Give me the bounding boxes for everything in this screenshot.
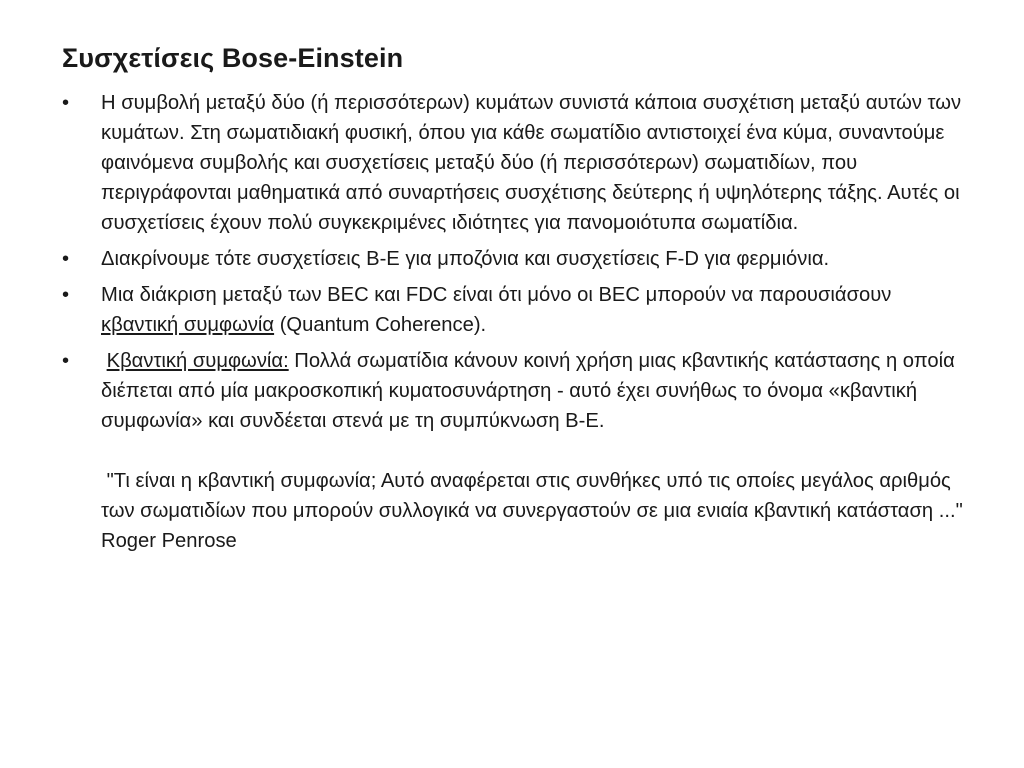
slide-title: Συσχετίσεις Bose-Einstein: [62, 43, 404, 73]
bullet-text: Πολλά σωματίδια κάνουν κοινή χρήση μιας κβαντικής κατάστασης η οποία διέπεται από μία μακροσκοπική κυματοσυνάρτηση - αυτό έχει συνήθως το όνομα «κβαντική συμφωνία» και συνδέεται στενά με τη συμπύκνωση B-E.: [101, 350, 955, 432]
bullet-list: [62, 88, 964, 556]
bullet-text: Η συμβολή μεταξύ δύο (ή περισσότερων) κυμάτων συνιστά κάποια συσχέτιση μεταξύ αυτών των κυμάτων. Στη σωματιδιακή φυσική, όπου για κάθε σωματίδιο αντιστοιχεί ένα κύμα, συναντούμε φαινόμενα συμβολής και συσχετίσεις μεταξύ δύο (ή περισσότερων) σωματιδίων, που περιγράφονται μαθηματικά από συναρτήσεις συσχέτισης δεύτερης ή υψηλότερης τάξης. Αυτές οι συσχετίσεις έχουν πολύ συγκεκριμένες ιδιότητες για πανομοιότυπα σωματίδια.: [101, 92, 962, 234]
quote-author: Roger Penrose: [101, 530, 237, 552]
spacer: [101, 436, 964, 466]
quantum-coherence-term: κβαντική συμφωνία: [101, 314, 275, 336]
bullet-icon: •: [62, 248, 70, 270]
bullet-item-be-fd: [62, 244, 964, 274]
penrose-quote: [101, 466, 964, 526]
bullet-text: Διακρίνουμε τότε συσχετίσεις B-E για μποζόνια και συσχετίσεις F-D για φερμιόνια.: [101, 248, 830, 270]
bullet-text-before: Μια διάκριση μεταξύ των BEC και FDC είναι ότι μόνο οι BEC μπορούν να παρουσιάσουν: [101, 284, 892, 306]
bullet-icon: •: [62, 92, 70, 114]
quantum-coherence-heading: Κβαντική συμφωνία:: [106, 350, 289, 372]
bullet-icon: •: [62, 284, 70, 306]
quote-text: "Τι είναι η κβαντική συμφωνία; Αυτό αναφέρεται στις συνθήκες υπό τις οποίες μεγάλος αριθμός των σωματιδίων που μπορούν συλλογικά να συνεργαστούν σε μια ενιαία κβαντική κατάσταση ...": [101, 470, 963, 522]
bullet-icon: •: [62, 350, 70, 372]
bullet-item-bec-fdc: [62, 280, 964, 340]
bullet-item-interference: [62, 88, 964, 238]
bullet-text-after: (Quantum Coherence).: [274, 314, 487, 336]
bullet-item-quantum-coherence: [62, 346, 964, 556]
